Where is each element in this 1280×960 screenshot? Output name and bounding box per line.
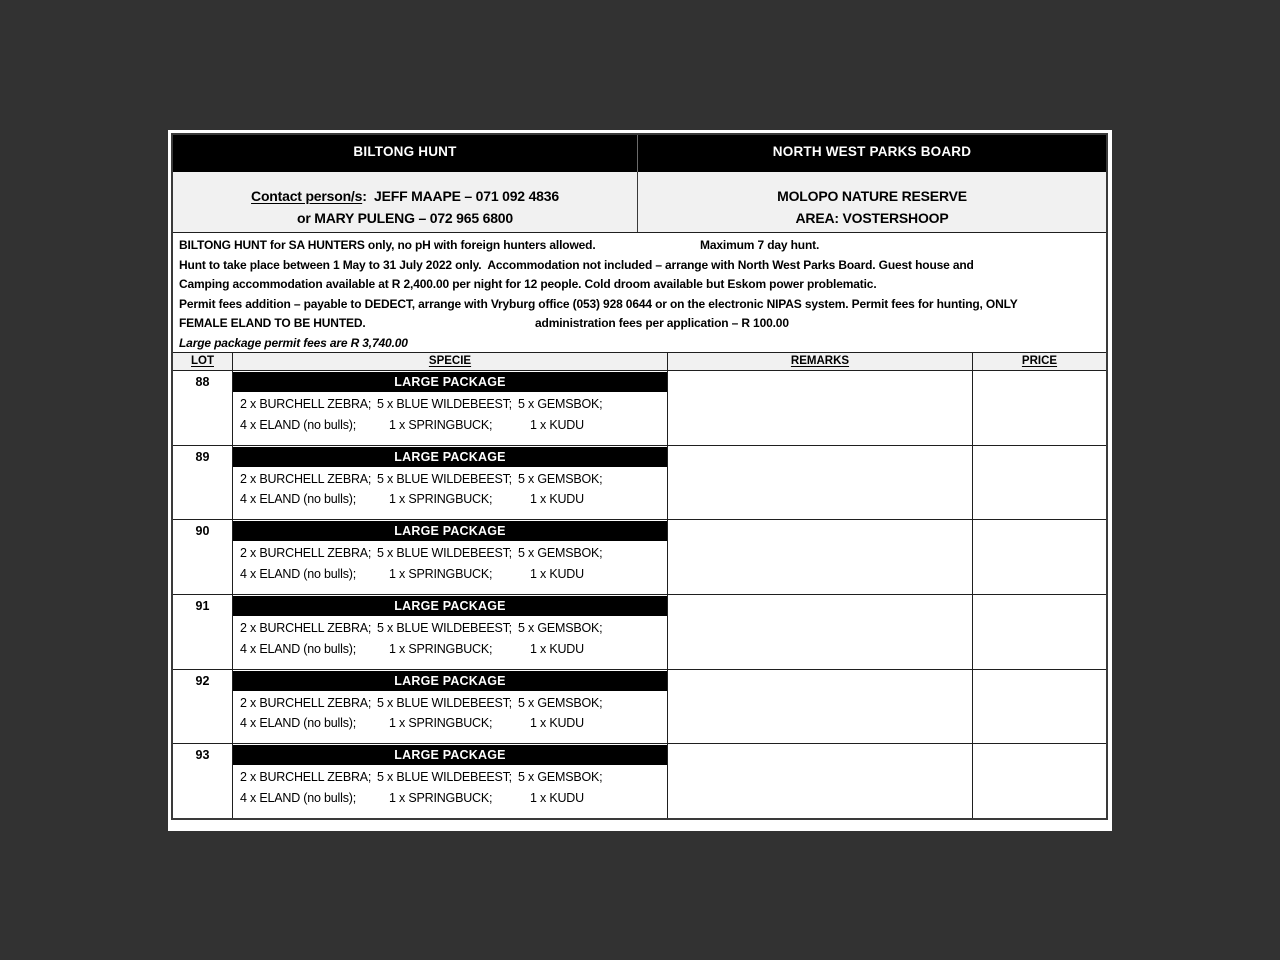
price-cell	[973, 446, 1106, 520]
species-item: 5 x BLUE WILDEBEEST;	[377, 471, 512, 486]
reserve-name: MOLOPO NATURE RESERVE	[777, 188, 967, 204]
lot-number: 92	[173, 670, 233, 744]
table-header-price: PRICE	[1021, 355, 1058, 367]
species-item: 2 x BURCHELL ZEBRA;	[240, 770, 372, 785]
species-item: 1 x SPRINGBUCK;	[389, 492, 493, 507]
species-list	[233, 392, 667, 435]
table-header-specie: SPECIE	[233, 353, 668, 370]
large-package-banner: LARGE PACKAGE	[233, 745, 667, 765]
specie-cell	[233, 670, 668, 744]
info-line-3: Camping accommodation available at R 2,400.00 per night for 12 people. Cold droom available but Eskom power problematic.	[179, 277, 877, 292]
contact-line-1	[251, 185, 559, 207]
species-item: 1 x SPRINGBUCK;	[389, 716, 493, 731]
info-line-1-text: BILTONG HUNT for SA HUNTERS only, no pH with foreign hunters allowed.	[179, 238, 596, 252]
species-item: 5 x BLUE WILDEBEEST;	[377, 621, 512, 636]
hunt-conditions-paragraph	[173, 233, 1106, 353]
table-row	[173, 371, 1106, 446]
table-row	[173, 595, 1106, 670]
species-item: 1 x KUDU	[530, 566, 584, 581]
table-header-lot: LOT	[173, 353, 233, 370]
info-line-1-tail: Maximum 7 day hunt.	[700, 238, 820, 252]
species-item: 5 x GEMSBOK;	[518, 621, 603, 636]
species-item: 4 x ELAND (no bulls);	[240, 492, 356, 507]
species-item: 4 x ELAND (no bulls);	[240, 790, 356, 805]
table-header-row	[173, 353, 1106, 371]
remarks-cell	[668, 744, 973, 818]
species-item: 5 x GEMSBOK;	[518, 546, 603, 561]
lot-number: 88	[173, 371, 233, 445]
species-item: 5 x GEMSBOK;	[518, 397, 603, 411]
table-row	[173, 670, 1106, 745]
species-item: 4 x ELAND (no bulls);	[240, 566, 356, 581]
species-item: 4 x ELAND (no bulls);	[240, 417, 356, 432]
species-item: 5 x BLUE WILDEBEEST;	[377, 695, 512, 710]
large-package-banner: LARGE PACKAGE	[233, 596, 667, 616]
table-row	[173, 446, 1106, 521]
species-item: 4 x ELAND (no bulls);	[240, 716, 356, 731]
species-item: 2 x BURCHELL ZEBRA;	[240, 397, 372, 411]
specie-cell	[233, 446, 668, 520]
info-line-5-tail: administration fees per application – R 100.00	[535, 316, 789, 331]
remarks-cell	[668, 520, 973, 594]
remarks-cell	[668, 371, 973, 445]
price-cell	[973, 670, 1106, 744]
contact-label: Contact person/s	[251, 188, 363, 204]
specie-cell	[233, 371, 668, 445]
species-item: 5 x BLUE WILDEBEEST;	[377, 546, 512, 561]
species-item: 1 x SPRINGBUCK;	[389, 641, 493, 656]
species-item: 1 x KUDU	[530, 417, 584, 432]
species-item: 2 x BURCHELL ZEBRA;	[240, 471, 372, 486]
species-item: 5 x BLUE WILDEBEEST;	[377, 770, 512, 785]
species-list	[233, 541, 667, 584]
species-item: 2 x BURCHELL ZEBRA;	[240, 695, 372, 710]
table-row	[173, 520, 1106, 595]
specie-cell	[233, 520, 668, 594]
reserve-area: AREA: VOSTERSHOOP	[795, 210, 949, 226]
species-item: 5 x GEMSBOK;	[518, 770, 603, 785]
species-item: 5 x BLUE WILDEBEEST;	[377, 397, 512, 411]
title-left-cell	[173, 135, 638, 172]
species-item: 1 x SPRINGBUCK;	[389, 566, 493, 581]
species-item: 1 x KUDU	[530, 492, 584, 507]
document-page	[168, 130, 1112, 831]
species-item: 2 x BURCHELL ZEBRA;	[240, 621, 372, 636]
table-body	[173, 371, 1106, 818]
title-bar	[173, 135, 1106, 172]
org-title: NORTH WEST PARKS BOARD	[772, 143, 972, 159]
large-package-banner: LARGE PACKAGE	[233, 372, 667, 392]
species-item: 1 x KUDU	[530, 790, 584, 805]
species-item: 5 x GEMSBOK;	[518, 471, 603, 486]
large-package-banner: LARGE PACKAGE	[233, 447, 667, 467]
species-item: 5 x GEMSBOK;	[518, 695, 603, 710]
info-line-5	[179, 314, 1106, 334]
permit-fees-note: Large package permit fees are R 3,740.00	[179, 335, 408, 350]
reserve-cell	[638, 172, 1106, 232]
species-item: 1 x SPRINGBUCK;	[389, 417, 493, 432]
remarks-cell	[668, 595, 973, 669]
info-line-4: Permit fees addition – payable to DEDECT, arrange with Vryburg office (053) 928 0644 or on the electronic NIPAS system. Permit fees for hunting, ONLY	[179, 296, 1018, 311]
lot-number: 90	[173, 520, 233, 594]
contact-person-2: or MARY PULENG – 072 965 6800	[297, 210, 513, 226]
species-list	[233, 616, 667, 659]
price-cell	[973, 595, 1106, 669]
info-line-5-text: FEMALE ELAND TO BE HUNTED.	[179, 316, 366, 331]
contact-cell	[173, 172, 638, 232]
species-item: 1 x KUDU	[530, 641, 584, 656]
species-list	[233, 467, 667, 510]
contact-person-1: : JEFF MAAPE – 071 092 4836	[362, 188, 559, 204]
lot-number: 93	[173, 744, 233, 818]
species-item: 2 x BURCHELL ZEBRA;	[240, 546, 372, 561]
species-item: 4 x ELAND (no bulls);	[240, 641, 356, 656]
table-header-remarks: REMARKS	[668, 353, 973, 370]
large-package-banner: LARGE PACKAGE	[233, 671, 667, 691]
info-line-2: Hunt to take place between 1 May to 31 July 2022 only. Accommodation not included – arrange with North West Parks Board. Guest house and	[179, 257, 974, 272]
remarks-cell	[668, 670, 973, 744]
info-line-1	[179, 236, 1106, 256]
price-cell	[973, 371, 1106, 445]
species-item: 1 x KUDU	[530, 716, 584, 731]
species-list	[233, 765, 667, 808]
specie-cell	[233, 744, 668, 818]
lot-number: 89	[173, 446, 233, 520]
title-right-cell	[638, 135, 1106, 172]
species-list	[233, 691, 667, 734]
specie-cell	[233, 595, 668, 669]
lot-number: 91	[173, 595, 233, 669]
table-row	[173, 744, 1106, 818]
price-cell	[973, 520, 1106, 594]
biltong-hunt-document	[171, 133, 1108, 820]
doc-title: BILTONG HUNT	[353, 143, 457, 159]
species-item: 1 x SPRINGBUCK;	[389, 790, 493, 805]
contact-reserve-row	[173, 172, 1106, 233]
remarks-cell	[668, 446, 973, 520]
price-cell	[973, 744, 1106, 818]
large-package-banner: LARGE PACKAGE	[233, 521, 667, 541]
